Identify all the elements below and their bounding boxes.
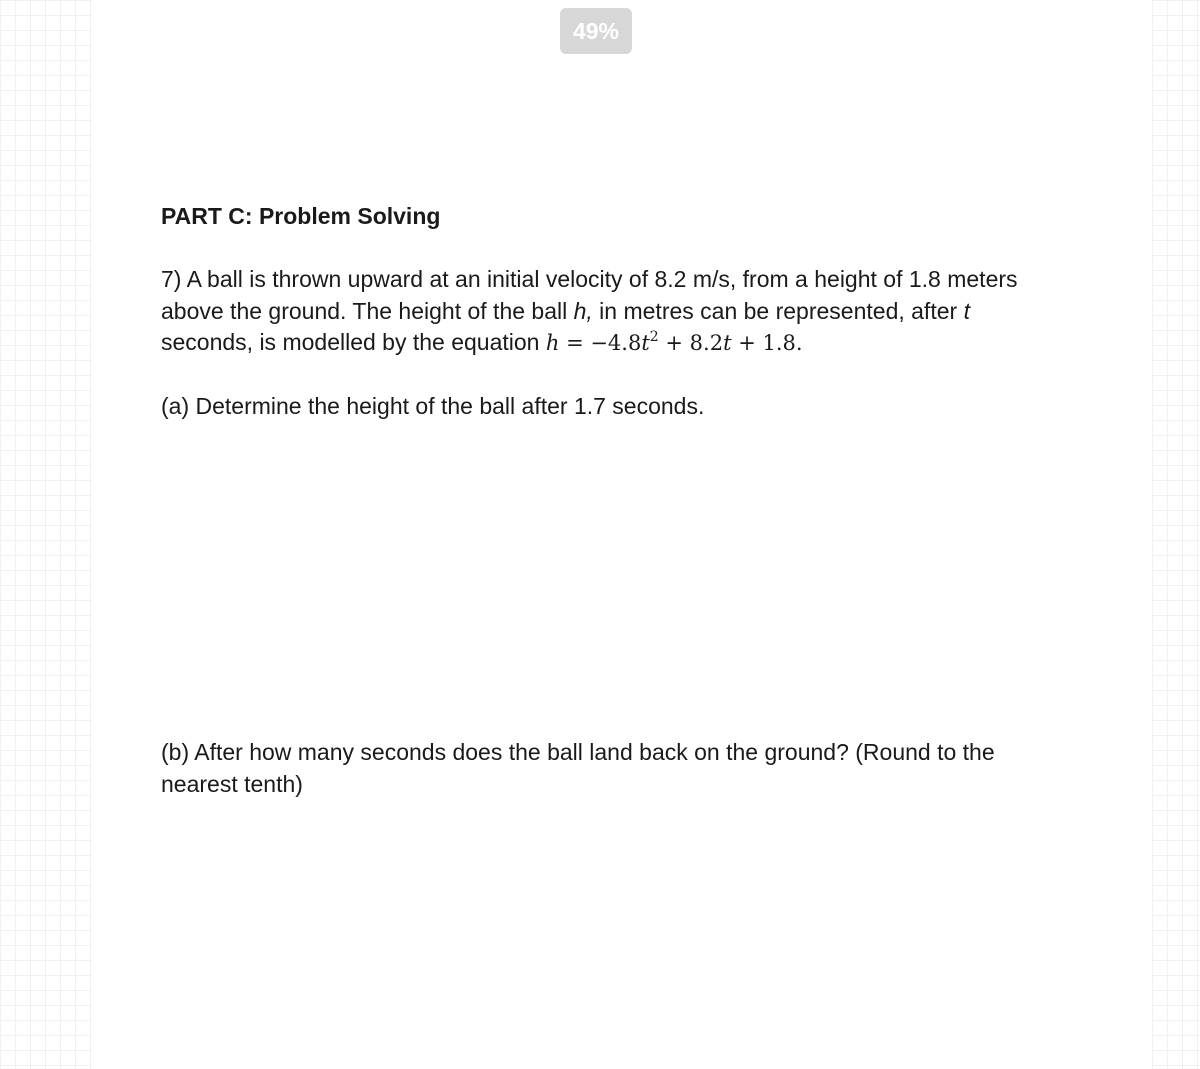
worksheet-page: [92, 0, 1152, 1069]
grid-margin-right: [1152, 0, 1200, 1069]
equation-t-squared: t: [641, 331, 650, 355]
part-a-text: (a) Determine the height of the ball after 1.7 seconds.: [161, 393, 705, 419]
variable-t: t: [963, 297, 970, 324]
height-equation: [546, 331, 803, 355]
question-line-2: [161, 296, 1121, 328]
section-heading: PART C: Problem Solving: [161, 203, 441, 229]
question-7-text: [161, 264, 1121, 360]
equation-h: h: [545, 331, 560, 355]
equation-t: t: [723, 331, 732, 355]
question-line-2-start: above the ground. The height of the ball: [161, 297, 574, 324]
part-b-line-1: (b) After how many seconds does the ball land back on the ground? (Round to the: [161, 739, 995, 765]
question-line-1: 7) A ball is thrown upward at an initial velocity of 8.2 m/s, from a height of 1.8 meters: [161, 266, 1018, 292]
part-a-question: [161, 391, 1121, 423]
variable-h: h,: [573, 297, 593, 324]
equation-coefficient-b: + 8.2: [658, 331, 724, 355]
equation-constant: + 1.8.: [731, 331, 803, 355]
question-line-2-middle: in metres can be represented, after: [592, 297, 964, 324]
question-line-3-start: seconds, is modelled by the equation: [161, 329, 546, 355]
grid-margin-left: [0, 0, 92, 1069]
equation-coefficient-a: = −4.8: [559, 331, 642, 355]
part-b-line-2: nearest tenth): [161, 770, 303, 797]
question-line-3: [161, 327, 1121, 360]
zoom-level-badge: 49%: [560, 8, 632, 54]
part-b-question: [161, 737, 1121, 800]
equation-exponent: 2: [649, 329, 659, 345]
